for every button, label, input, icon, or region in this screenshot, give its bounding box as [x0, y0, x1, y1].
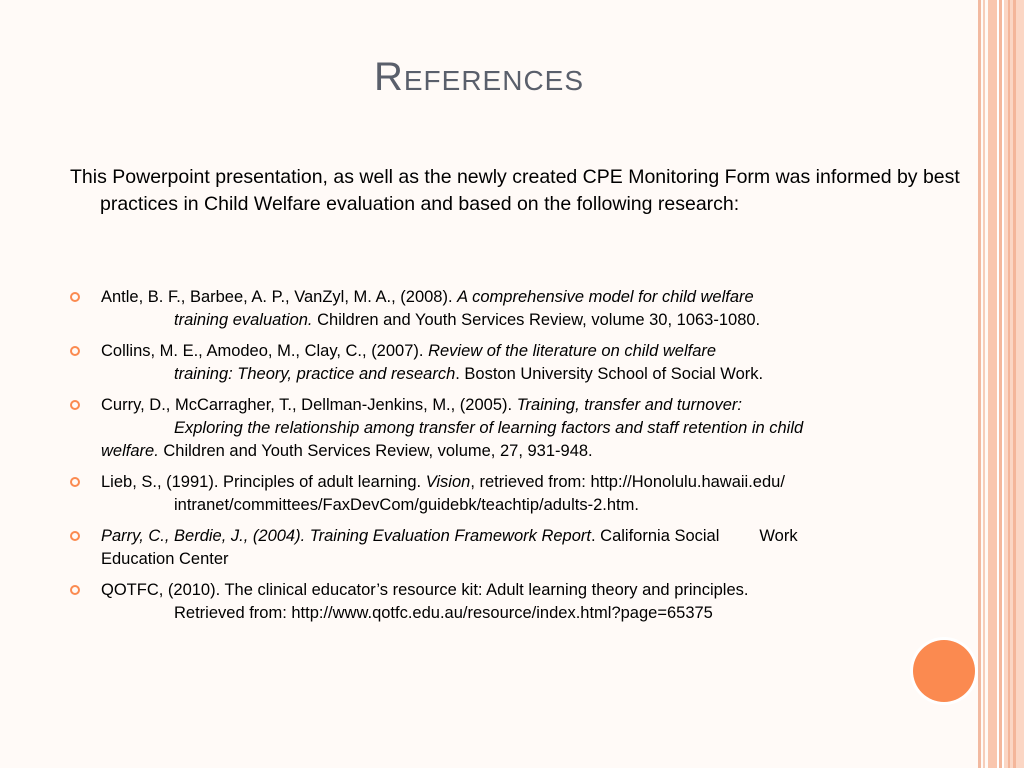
reference-item — [70, 394, 950, 463]
bullet-icon — [70, 400, 80, 410]
ref-text: Children and Youth Services Review, volume 30, 1063-1080. — [312, 311, 761, 329]
ref-text: . Boston University School of Social Work. — [455, 365, 764, 383]
bullet-icon — [70, 477, 80, 487]
ref-title: Exploring the relationship among transfer of learning factors and staff retention in child — [174, 419, 804, 437]
ref-title: A comprehensive model for child welfare — [457, 288, 754, 306]
intro-paragraph: This Powerpoint presentation, as well as the newly created CPE Monitoring Form was informed by best practices in Child Welfare evaluation and based on the following research: — [70, 166, 960, 215]
decorative-stripe — [978, 0, 981, 768]
decorative-circle — [913, 640, 975, 702]
decorative-stripe — [999, 0, 1002, 768]
ref-text: Retrieved from: http://www.qotfc.edu.au/resource/index.html?page=65375 — [174, 604, 713, 622]
references-list — [70, 286, 950, 633]
reference-item — [70, 471, 950, 517]
ref-text: Antle, B. F., Barbee, A. P., VanZyl, M. A., (2008). — [101, 288, 458, 306]
decorative-stripe — [988, 0, 997, 768]
ref-title: Training, transfer and turnover: — [516, 396, 742, 414]
slide-title: References — [373, 55, 585, 99]
decorative-stripe — [1013, 0, 1016, 768]
decorative-stripe — [983, 0, 985, 768]
ref-title: welfare. — [101, 442, 159, 460]
ref-text: Work — [759, 527, 798, 545]
bullet-icon — [70, 531, 80, 541]
ref-title: Parry, C., Berdie, J., (2004). Training Evaluation Framework Report — [101, 527, 591, 545]
reference-item — [70, 340, 950, 386]
reference-item — [70, 525, 950, 571]
ref-text: Children and Youth Services Review, volume, 27, 931-948. — [158, 442, 593, 460]
bullet-icon — [70, 585, 80, 595]
ref-text: Curry, D., McCarragher, T., Dellman-Jenkins, M., (2005). — [101, 396, 517, 414]
ref-text: . California Social — [591, 527, 720, 545]
ref-title: Review of the literature on child welfare — [428, 342, 717, 360]
reference-item — [70, 286, 950, 332]
ref-text: Education Center — [101, 550, 229, 568]
ref-title: training evaluation. — [174, 311, 313, 329]
decorative-stripe — [1008, 0, 1010, 768]
bullet-icon — [70, 292, 80, 302]
ref-text: Collins, M. E., Amodeo, M., Clay, C., (2007). — [101, 342, 429, 360]
ref-text: Lieb, S., (1991). Principles of adult learning. — [101, 473, 426, 491]
ref-title: training: Theory, practice and research — [174, 365, 456, 383]
ref-text: intranet/committees/FaxDevCom/guidebk/teachtip/adults-2.htm. — [174, 496, 639, 514]
reference-item — [70, 579, 950, 625]
bullet-icon — [70, 346, 80, 356]
ref-text: QOTFC, (2010). The clinical educator’s resource kit: Adult learning theory and principles. — [101, 581, 749, 599]
ref-title: Vision — [425, 473, 471, 491]
ref-text: , retrieved from: http://Honolulu.hawaii.edu/ — [470, 473, 785, 491]
